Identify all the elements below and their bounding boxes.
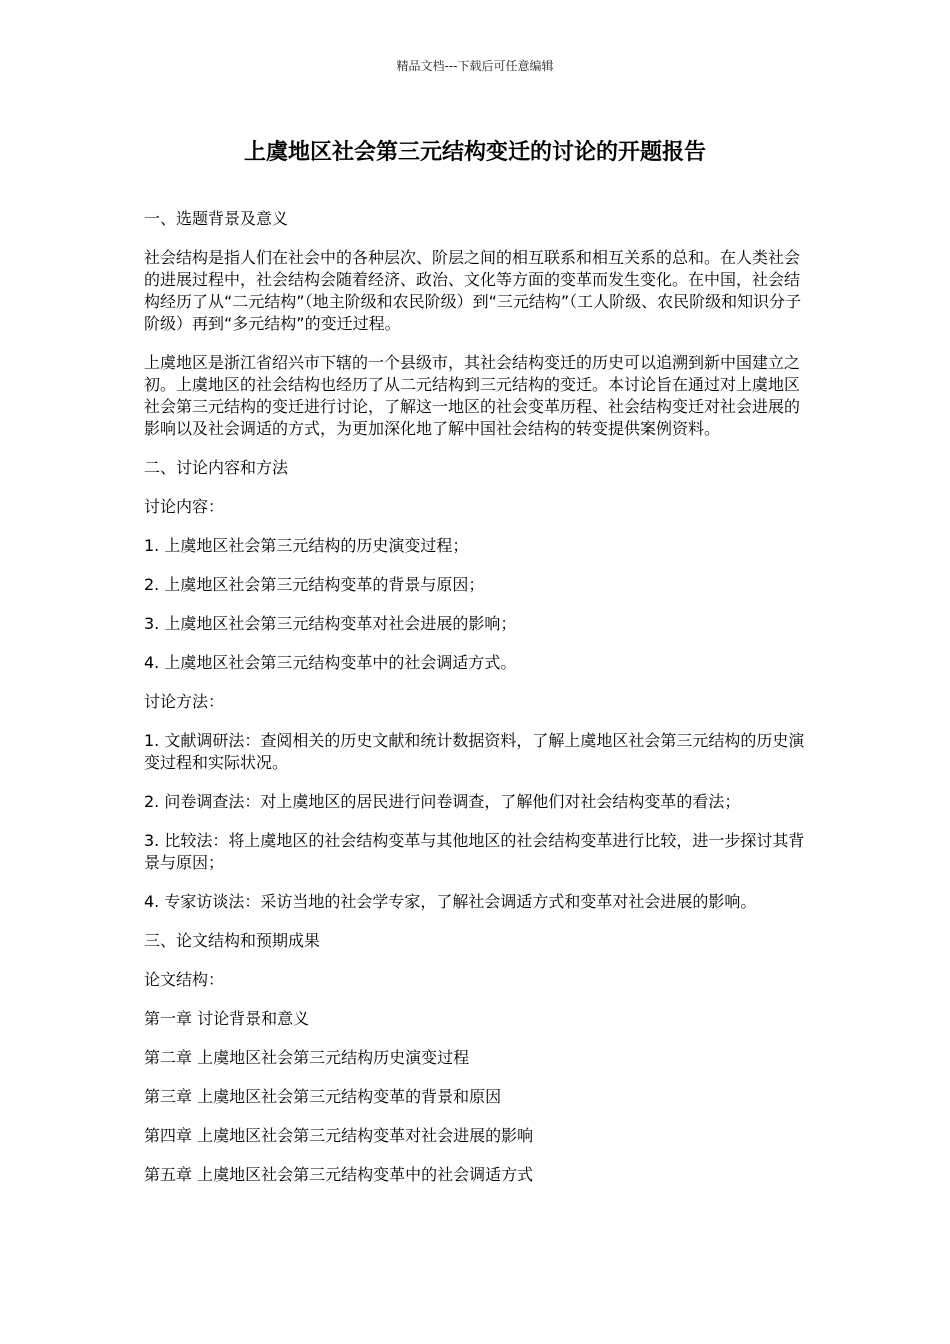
method-item: 3. 比较法：将上虞地区的社会结构变革与其他地区的社会结构变革进行比较，进一步探讨其背景与原因； [144,831,805,872]
content-item: 4. 上虞地区社会第三元结构变革中的社会调适方式。 [144,653,517,672]
section-heading-content-methods: 二、讨论内容和方法 [144,458,289,477]
header-note: 精品文档---下载后可任意编辑 [396,59,554,73]
section-heading-structure-outcomes: 三、论文结构和预期成果 [144,931,321,950]
method-item: 4. 专家访谈法：采访当地的社会学专家，了解社会调适方式和变革对社会进展的影响。 [144,892,757,911]
content-item: 2. 上虞地区社会第三元结构变革的背景与原因； [144,575,485,594]
method-item: 2. 问卷调查法：对上虞地区的居民进行问卷调查，了解他们对社会结构变革的看法； [144,792,741,811]
document-title: 上虞地区社会第三元结构变迁的讨论的开题报告 [243,140,706,165]
chapter-item: 第一章 讨论背景和意义 [144,1009,310,1028]
content-item: 1. 上虞地区社会第三元结构的历史演变过程； [144,536,469,555]
chapter-item: 第五章 上虞地区社会第三元结构变革中的社会调适方式 [144,1165,534,1184]
paragraph-social-structure: 社会结构是指人们在社会中的各种层次、阶层之间的相互联系和相互关系的总和。在人类社会的进展过程中，社会结构会随着经济、政治、文化等方面的变革而发生变化。在中国，社会结构经历了从“二元结构”（地主阶级和农民阶级）到“三元结构”（工人阶级、农民阶级和知识分子阶级）再到“多元结构”的变迁过程。 [144,248,802,333]
chapter-item: 第三章 上虞地区社会第三元结构变革的背景和原因 [144,1087,502,1106]
content-item: 3. 上虞地区社会第三元结构变革对社会进展的影响； [144,614,517,633]
section-heading-background: 一、选题背景及意义 [144,209,289,228]
paragraph-shangyu-overview: 上虞地区是浙江省绍兴市下辖的一个县级市，其社会结构变迁的历史可以追溯到新中国建立之初。上虞地区的社会结构也经历了从二元结构到三元结构的变迁。本讨论旨在通过对上虞地区社会第三元结构的变迁进行讨论，了解这一地区的社会变革历程、社会结构变迁对社会进展的影响以及社会调适的方式，为更加深化地了解中国社会结构的转变提供案例资料。 [144,353,801,438]
chapter-item: 第二章 上虞地区社会第三元结构历史演变过程 [144,1048,470,1067]
chapter-item: 第四章 上虞地区社会第三元结构变革对社会进展的影响 [144,1126,534,1145]
content-label: 讨论内容： [144,497,225,516]
document-body [144,208,810,1203]
method-item: 1. 文献调研法：查阅相关的历史文献和统计数据资料，了解上虞地区社会第三元结构的历史演变过程和实际状况。 [144,731,805,772]
method-label: 讨论方法： [144,692,225,711]
structure-label: 论文结构： [144,970,225,989]
